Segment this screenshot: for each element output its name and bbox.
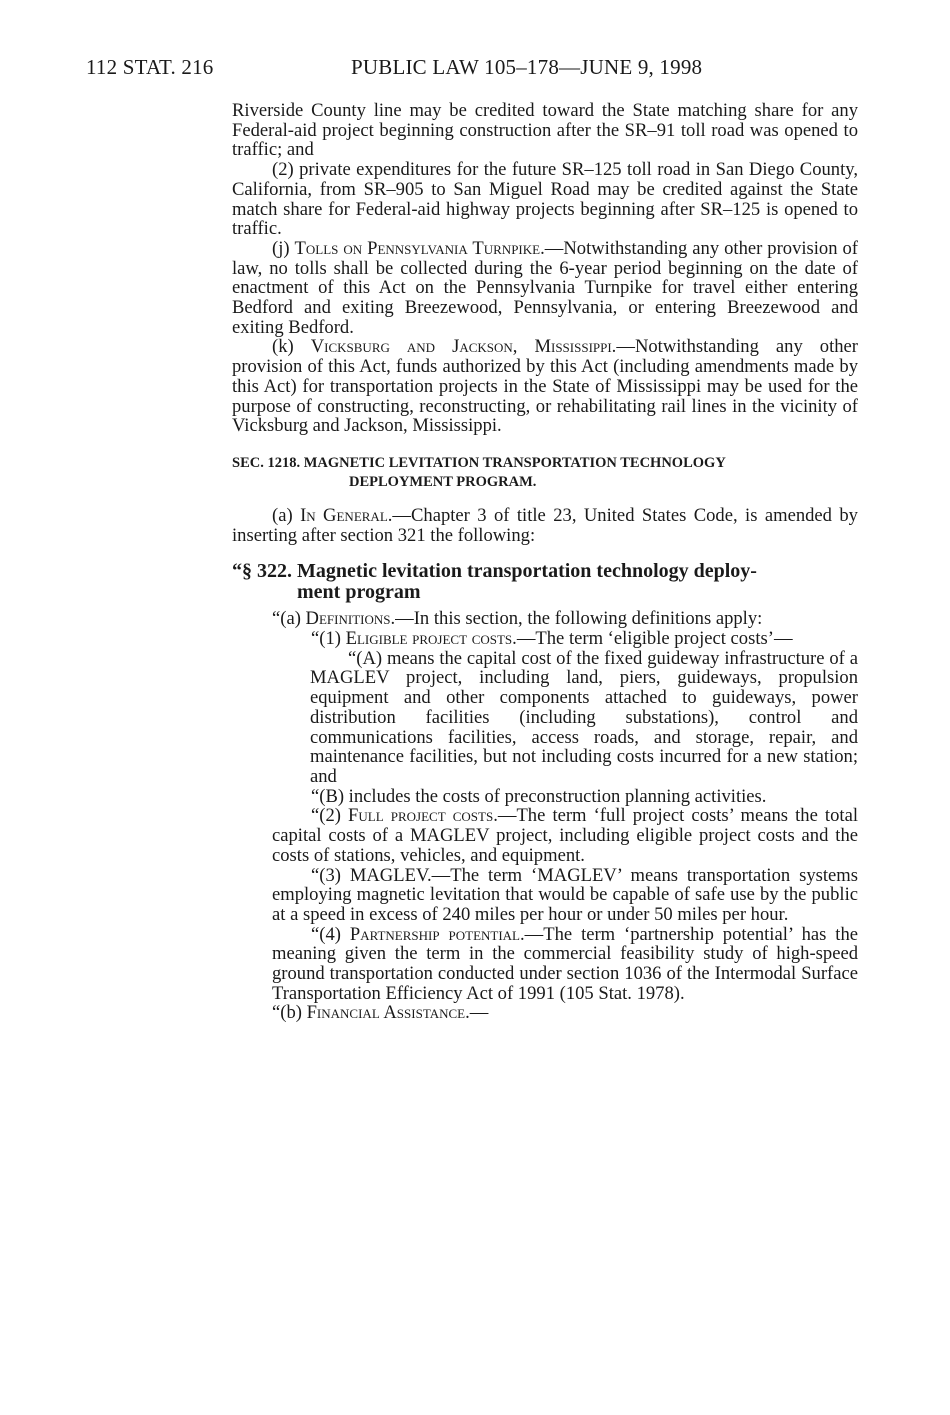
definition-2-label: “(2) [311,805,349,827]
section-322-line1: “§ 322. Magnetic levitation transportation technology deploy- [232,560,757,583]
paragraph-riverside: Riverside County line may be credited toward the State matching share for any Federal-aid project beginning construction after the SR–91 toll road was opened to traffic; and [232,100,858,161]
section-title-line1: MAGNETIC LEVITATION TRANSPORTATION TECHNOLOGY [303,454,726,471]
definition-1-caption: Eligible project costs. [345,628,517,650]
paragraph-2-sr125: (2) private expenditures for the future SR–125 toll road in San Diego County, California, from SR–905 to San Miguel Road may be credited against the State match share for Federal-aid highway projects beginning after SR–125 is opened to traffic. [232,159,858,240]
statute-page-reference: 112 STAT. 216 [86,55,214,79]
definition-2-caption: Full project costs. [348,805,498,827]
section-title-line2: DEPLOYMENT PROGRAM. [349,473,537,490]
paragraph-b-text: — [469,1002,489,1024]
document-body [232,101,858,1023]
paragraph-b-label: “(b) [272,1002,307,1024]
paragraph-k-label: (k) [272,336,311,358]
definition-4-partnership [272,925,858,1004]
paragraph-b-caption: Financial Assistance. [306,1002,470,1024]
definitions-text: —In this section, the following definitions apply: [395,608,763,630]
definition-2-text: —The term ‘full project costs’ means the total capital costs of a MAGLEV project, including eligible project costs and the costs of stations, vehicles, and equipment. [272,805,858,866]
paragraph-k-caption: Vicksburg and Jackson, Mississippi. [310,336,617,358]
paragraph-b-financial [232,1003,858,1023]
section-322-heading [232,561,858,603]
definition-1-eligible-costs [272,629,858,649]
paragraph-a-caption: In General. [300,504,393,526]
definition-1-subparagraph-b: “(B) includes the costs of preconstruction planning activities. [311,785,767,807]
paragraph-k [232,337,858,436]
definitions-label: “(a) [272,608,306,630]
section-number: SEC. 1218. [232,454,301,471]
definition-1-subparagraph-a: “(A) means the capital cost of the fixed guideway infrastructure of a MAGLEV project, including land, piers, guideways, propulsion equipment and other components attached to guideways, power distribution facilities (including substations), control and communications facilities, access roads, and storage, repair, and maintenance facilities, but not including costs incurred for a new station; and [310,647,858,787]
paragraph-k-text: —Notwithstanding any other provision of this Act, funds authorized by this Act (including amendments made by this Act) for transportation projects in the State of Mississippi may be used for the purpose of constructing, reconstructing, or rehabilitating rail lines in the vicinity of Vicksburg and Jackson, Mississippi. [232,336,858,437]
running-header-title: PUBLIC LAW 105–178—JUNE 9, 1998 [351,55,703,79]
paragraph-a-label: (a) [272,504,301,526]
paragraph-j-caption: Tolls on Pennsylvania Turnpike. [294,237,545,259]
paragraph-a-general [232,506,858,545]
paragraph-j [232,239,858,338]
paragraph-j-label: (j) [272,237,295,259]
definitions-paragraph [232,609,858,629]
definition-4-label: “(4) [311,923,350,945]
definition-1-text: —The term ‘eligible project costs’— [516,628,793,650]
paragraph-a-text: —Chapter 3 of title 23, United States Code, is amended by inserting after section 321 the following: [232,504,858,546]
definitions-caption: Definitions. [305,608,396,630]
definition-3-maglev: “(3) MAGLEV.—The term ‘MAGLEV’ means transportation systems employing magnetic levitation that would be capable of safe use by the public at a speed in excess of 240 miles per hour or under 50 miles per hour. [272,864,858,925]
definition-4-caption: Partnership potential. [349,923,525,945]
paragraph-j-text: —Notwithstanding any other provision of law, no tolls shall be collected during the 6-year period beginning on the date of enactment of this Act on the Pennsylvania Turnpike for travel either entering Bedford and exiting Breezewood, Pennsylvania, or entering Breezewood and exiting Bedford. [232,237,858,338]
definition-1-label: “(1) [311,628,346,650]
section-heading [232,454,858,492]
section-322-line2: ment program [297,581,421,604]
definition-4-text: —The term ‘partnership potential’ has the meaning given the term in the commercial feasibility study of high-speed ground transportation conducted under section 1036 of the Intermodal Surface Transportation Efficiency Act of 1991 (105 Stat. 1978). [272,923,858,1004]
definition-2-full-costs [272,806,858,865]
